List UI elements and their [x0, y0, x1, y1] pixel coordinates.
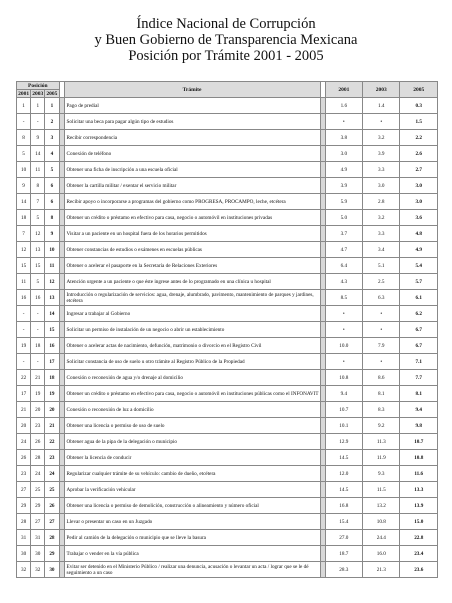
- tramite-name: Obtener agua de la pipa de la delegación o municipio: [64, 434, 320, 450]
- value-2001: 10.8: [325, 370, 362, 386]
- value-2005: 0.3: [400, 98, 438, 114]
- rank-2001: 16: [17, 290, 31, 306]
- value-2001: 5.0: [325, 210, 362, 226]
- value-2003: 8.6: [363, 370, 400, 386]
- value-2003: 1.4: [363, 98, 400, 114]
- table-row: [17, 562, 438, 578]
- table-row: [17, 450, 438, 466]
- tramite-name: Obtener la cartilla militar / exentar el servicio militar: [64, 178, 320, 194]
- year-2005-header: 2005: [400, 82, 438, 98]
- value-2005: 22.8: [400, 530, 438, 546]
- tramite-name: Obtener un crédito o préstamo en efectivo para casa, negocio o automóvil en instituciones públicas como el INFONAVIT: [64, 386, 320, 402]
- tramite-name: Solicitar un permiso de instalación de un negocio o abrir un establecimiento: [64, 322, 320, 338]
- value-2005: 1.5: [400, 114, 438, 130]
- ranking-table: [16, 81, 438, 578]
- value-2005: 4.8: [400, 226, 438, 242]
- value-2003: 2.8: [363, 194, 400, 210]
- value-2001: 3.0: [325, 146, 362, 162]
- value-2001: 6.4: [325, 258, 362, 274]
- table-row: [17, 274, 438, 290]
- rank-2001: 27: [17, 482, 31, 498]
- rank-2001: 18: [17, 210, 31, 226]
- value-2003: 3.3: [363, 226, 400, 242]
- value-2003: 3.2: [363, 210, 400, 226]
- tramite-name: Recibir correspondencia: [64, 130, 320, 146]
- tramite-name: Solicitar constancia de uso de suelo u otro trámite al Registro Público de la Propiedad: [64, 354, 320, 370]
- rank-2005: 26: [45, 498, 59, 514]
- tramite-name: Obtener la licencia de conducir: [64, 450, 320, 466]
- value-2001: 18.7: [325, 546, 362, 562]
- rank-2001: 23: [17, 466, 31, 482]
- value-2005: 6.1: [400, 290, 438, 306]
- table-row: [17, 226, 438, 242]
- rank-2003: 14: [31, 146, 45, 162]
- value-2003: 5.1: [363, 258, 400, 274]
- rank-2005: 28: [45, 530, 59, 546]
- rank-2005: 25: [45, 482, 59, 498]
- rank-2003: 29: [31, 498, 45, 514]
- rank-2003: 28: [31, 450, 45, 466]
- tramite-name: Llevar o presentar un caso en un Juzgado: [64, 514, 320, 530]
- rank-2001: -: [17, 322, 31, 338]
- table-row: [17, 290, 438, 306]
- rank-2003: 21: [31, 370, 45, 386]
- rank-2001: 28: [17, 514, 31, 530]
- value-2005: 13.9: [400, 498, 438, 514]
- table-row: [17, 258, 438, 274]
- value-2001: 14.5: [325, 482, 362, 498]
- tramite-name: Pedir al camión de la delegación o municipio que se lleve la basura: [64, 530, 320, 546]
- value-2005: 4.9: [400, 242, 438, 258]
- tramite-name: Obtener o acelerar el pasaporte en la Secretaría de Relaciones Exteriores: [64, 258, 320, 274]
- value-2005: 3.0: [400, 178, 438, 194]
- tramite-name: Visitar a un paciente en un hospital fuera de los horarios permitidos: [64, 226, 320, 242]
- rank-2003: 11: [31, 162, 45, 178]
- table-row: [17, 466, 438, 482]
- rank-2005: 12: [45, 274, 59, 290]
- tramite-name: Evitar ser detenido en el Ministerio Público / realizar una denuncia, acusación o levantar un acta / lograr que se le dé seguimiento a un caso: [64, 562, 320, 578]
- tramite-name: Pago de predial: [64, 98, 320, 114]
- rank-2005: 19: [45, 386, 59, 402]
- value-2005: 10.7: [400, 434, 438, 450]
- rank-2005: 16: [45, 338, 59, 354]
- value-2001: •: [325, 354, 362, 370]
- value-2005: 7.7: [400, 370, 438, 386]
- value-2005: 11.6: [400, 466, 438, 482]
- rank-2005: 27: [45, 514, 59, 530]
- rank-2001: 10: [17, 162, 31, 178]
- table-row: [17, 98, 438, 114]
- rank-2005: 13: [45, 290, 59, 306]
- table-row: [17, 434, 438, 450]
- table-row: [17, 530, 438, 546]
- value-2003: 11.3: [363, 434, 400, 450]
- rank-2005: 9: [45, 226, 59, 242]
- value-2001: 28.3: [325, 562, 362, 578]
- rank-2005: 17: [45, 354, 59, 370]
- rank-2003: 25: [31, 482, 45, 498]
- value-2005: 13.3: [400, 482, 438, 498]
- rank-2003: -: [31, 114, 45, 130]
- table-row: [17, 162, 438, 178]
- posicion-header: Posición: [17, 82, 60, 90]
- header-row-1: [17, 82, 438, 90]
- value-2003: 9.2: [363, 418, 400, 434]
- value-2001: 3.9: [325, 178, 362, 194]
- tramite-name: Introducción o regularización de servicios: agua, drenaje, alumbrado, pavimento, mantenimiento de parques y jardines, etcétera: [64, 290, 320, 306]
- rank-2001: 1: [17, 98, 31, 114]
- rank-2001: 29: [17, 498, 31, 514]
- table-row: [17, 370, 438, 386]
- value-2001: 4.7: [325, 242, 362, 258]
- table-row: [17, 178, 438, 194]
- rank-2001: 17: [17, 386, 31, 402]
- rank-2003: 31: [31, 530, 45, 546]
- value-2001: 27.0: [325, 530, 362, 546]
- tramite-name: Conexión o reconexión de luz a domicilio: [64, 402, 320, 418]
- value-2001: 16.8: [325, 498, 362, 514]
- value-2003: 8.3: [363, 402, 400, 418]
- value-2003: 11.9: [363, 450, 400, 466]
- rank-2003: 7: [31, 194, 45, 210]
- value-2005: 6.7: [400, 338, 438, 354]
- value-2005: 3.6: [400, 210, 438, 226]
- tramite-name: Solicitar una beca para pagar algún tipo de estudios: [64, 114, 320, 130]
- rank-2001: 12: [17, 242, 31, 258]
- tramite-name: Trabajar o vender en la vía pública: [64, 546, 320, 562]
- value-2005: 2.2: [400, 130, 438, 146]
- rank-2005: 11: [45, 258, 59, 274]
- rank-2003: 18: [31, 338, 45, 354]
- tramite-name: Obtener una licencia o permiso de demolición, construcción o alineamiento y número oficial: [64, 498, 320, 514]
- rank-2005: 22: [45, 434, 59, 450]
- table-row: [17, 338, 438, 354]
- tramite-name: Ingresar a trabajar al Gobierno: [64, 306, 320, 322]
- pos-2001-header: 2001: [18, 90, 30, 97]
- rank-2005: 21: [45, 418, 59, 434]
- table-body: [17, 98, 438, 578]
- value-2001: 15.4: [325, 514, 362, 530]
- value-2001: 3.8: [325, 130, 362, 146]
- value-2001: 4.3: [325, 274, 362, 290]
- value-2005: 5.7: [400, 274, 438, 290]
- value-2005: 2.6: [400, 146, 438, 162]
- tramite-name: Conexión o reconexión de agua y/o drenaje al domicilio: [64, 370, 320, 386]
- table-row: [17, 402, 438, 418]
- rank-2001: 14: [17, 194, 31, 210]
- rank-2003: 9: [31, 130, 45, 146]
- value-2001: 12.9: [325, 434, 362, 450]
- rank-2005: 6: [45, 194, 59, 210]
- value-2003: 3.2: [363, 130, 400, 146]
- value-2005: 9.4: [400, 402, 438, 418]
- rank-2001: 7: [17, 226, 31, 242]
- tramite-name: Atención urgente a un paciente o que éste ingrese antes de lo programado en una clínica u hospital: [64, 274, 320, 290]
- table-row: [17, 482, 438, 498]
- value-2003: 7.9: [363, 338, 400, 354]
- value-2003: 8.1: [363, 386, 400, 402]
- value-2001: 1.6: [325, 98, 362, 114]
- value-2001: •: [325, 114, 362, 130]
- rank-2001: 5: [17, 146, 31, 162]
- table-row: [17, 146, 438, 162]
- rank-2005: 29: [45, 546, 59, 562]
- rank-2001: 30: [17, 546, 31, 562]
- tramite-name: Obtener una licencia o permiso de uso de suelo: [64, 418, 320, 434]
- tramite-header: Trámite: [64, 82, 320, 98]
- tramite-name: Recibir apoyo o incorporarse a programas del gobierno como PROGRESA, PROCAMPO, leche, etcétera: [64, 194, 320, 210]
- value-2001: 10.0: [325, 338, 362, 354]
- pos-2003-header: 2003: [32, 90, 44, 97]
- rank-2003: -: [31, 306, 45, 322]
- value-2001: •: [325, 306, 362, 322]
- rank-2005: 15: [45, 322, 59, 338]
- rank-2003: 13: [31, 242, 45, 258]
- rank-2001: 26: [17, 450, 31, 466]
- value-2005: 7.1: [400, 354, 438, 370]
- tramite-name: Conexión de teléfono: [64, 146, 320, 162]
- value-2005: 10.8: [400, 450, 438, 466]
- table-row: [17, 210, 438, 226]
- value-2003: 6.3: [363, 290, 400, 306]
- value-2005: 6.7: [400, 322, 438, 338]
- value-2003: 13.2: [363, 498, 400, 514]
- value-2001: 10.1: [325, 418, 362, 434]
- rank-2003: -: [31, 322, 45, 338]
- value-2001: 3.7: [325, 226, 362, 242]
- pos-2005-header: 2005: [46, 90, 58, 97]
- value-2003: •: [363, 306, 400, 322]
- value-2003: 9.3: [363, 466, 400, 482]
- tramite-name: Obtener una ficha de inscripción a una escuela oficial: [64, 162, 320, 178]
- rank-2003: 27: [31, 514, 45, 530]
- rank-2005: 1: [45, 98, 59, 114]
- rank-2003: -: [31, 354, 45, 370]
- rank-2001: 9: [17, 178, 31, 194]
- rank-2003: 30: [31, 546, 45, 562]
- table-row: [17, 514, 438, 530]
- value-2005: 23.6: [400, 562, 438, 578]
- value-2001: 4.9: [325, 162, 362, 178]
- value-2005: 5.4: [400, 258, 438, 274]
- table-row: [17, 546, 438, 562]
- value-2003: •: [363, 114, 400, 130]
- rank-2005: 2: [45, 114, 59, 130]
- value-2003: 11.5: [363, 482, 400, 498]
- tramite-name: Regularizar cualquier trámite de su vehículo: cambio de dueño, etcétera: [64, 466, 320, 482]
- rank-2003: 24: [31, 466, 45, 482]
- table-row: [17, 386, 438, 402]
- title-line-1: Índice Nacional de Corrupción: [136, 16, 316, 32]
- tramite-name: Obtener constancias de estudios o exámenes en escuelas públicas: [64, 242, 320, 258]
- tramite-name: Aprobar la verificación vehicular: [64, 482, 320, 498]
- year-2001-header: 2001: [325, 82, 362, 98]
- table-row: [17, 354, 438, 370]
- rank-2005: 23: [45, 450, 59, 466]
- rank-2003: 12: [31, 226, 45, 242]
- rank-2001: 15: [17, 258, 31, 274]
- tramite-name: Obtener o acelerar actas de nacimiento, defunción, matrimonio o divorcio en el Registro Civil: [64, 338, 320, 354]
- year-2003-header: 2003: [363, 82, 400, 98]
- value-2003: 10.8: [363, 514, 400, 530]
- rank-2005: 6: [45, 178, 59, 194]
- value-2005: 15.0: [400, 514, 438, 530]
- table-row: [17, 322, 438, 338]
- title-line-3: Posición por Trámite 2001 - 2005: [128, 48, 324, 64]
- table-row: [17, 498, 438, 514]
- tramite-name: Obtener un crédito o préstamo en efectivo para casa, negocio o automóvil en instituciones privadas: [64, 210, 320, 226]
- table-row: [17, 194, 438, 210]
- value-2005: 23.4: [400, 546, 438, 562]
- rank-2001: 31: [17, 530, 31, 546]
- value-2003: 3.3: [363, 162, 400, 178]
- rank-2005: 5: [45, 162, 59, 178]
- rank-2003: 1: [31, 98, 45, 114]
- rank-2001: -: [17, 114, 31, 130]
- value-2003: 3.9: [363, 146, 400, 162]
- value-2005: 6.2: [400, 306, 438, 322]
- rank-2001: 11: [17, 274, 31, 290]
- value-2001: 5.9: [325, 194, 362, 210]
- table-row: [17, 418, 438, 434]
- rank-2005: 30: [45, 562, 59, 578]
- rank-2003: 26: [31, 434, 45, 450]
- value-2001: 12.0: [325, 466, 362, 482]
- value-2003: 3.4: [363, 242, 400, 258]
- rank-2005: 24: [45, 466, 59, 482]
- value-2003: 16.0: [363, 546, 400, 562]
- value-2003: 24.4: [363, 530, 400, 546]
- table-row: [17, 130, 438, 146]
- rank-2005: 18: [45, 370, 59, 386]
- title-line-2: y Buen Gobierno de Transparencia Mexicana: [94, 32, 358, 48]
- rank-2005: 14: [45, 306, 59, 322]
- rank-2003: 8: [31, 178, 45, 194]
- value-2001: •: [325, 322, 362, 338]
- rank-2001: 19: [17, 338, 31, 354]
- rank-2003: 16: [31, 290, 45, 306]
- rank-2001: 24: [17, 434, 31, 450]
- table-row: [17, 306, 438, 322]
- rank-2003: 15: [31, 258, 45, 274]
- table-row: [17, 114, 438, 130]
- value-2003: •: [363, 322, 400, 338]
- value-2003: 21.3: [363, 562, 400, 578]
- rank-2003: 5: [31, 210, 45, 226]
- rank-2003: 20: [31, 402, 45, 418]
- rank-2005: 20: [45, 402, 59, 418]
- value-2005: 3.0: [400, 194, 438, 210]
- rank-2001: -: [17, 354, 31, 370]
- value-2001: 14.5: [325, 450, 362, 466]
- rank-2005: 3: [45, 130, 59, 146]
- rank-2001: 21: [17, 402, 31, 418]
- rank-2005: 4: [45, 146, 59, 162]
- rank-2001: 8: [17, 130, 31, 146]
- value-2003: 3.0: [363, 178, 400, 194]
- value-2001: 10.7: [325, 402, 362, 418]
- rank-2005: 10: [45, 242, 59, 258]
- rank-2003: 5: [31, 274, 45, 290]
- value-2005: 8.1: [400, 386, 438, 402]
- value-2005: 2.7: [400, 162, 438, 178]
- value-2001: 9.4: [325, 386, 362, 402]
- rank-2001: 22: [17, 370, 31, 386]
- rank-2003: 23: [31, 418, 45, 434]
- rank-2001: 20: [17, 418, 31, 434]
- rank-2001: 32: [17, 562, 31, 578]
- value-2005: 9.8: [400, 418, 438, 434]
- table-row: [17, 242, 438, 258]
- rank-2003: 19: [31, 386, 45, 402]
- value-2003: 2.5: [363, 274, 400, 290]
- value-2001: 8.5: [325, 290, 362, 306]
- rank-2001: -: [17, 306, 31, 322]
- rank-2005: 8: [45, 210, 59, 226]
- rank-2003: 32: [31, 562, 45, 578]
- value-2003: •: [363, 354, 400, 370]
